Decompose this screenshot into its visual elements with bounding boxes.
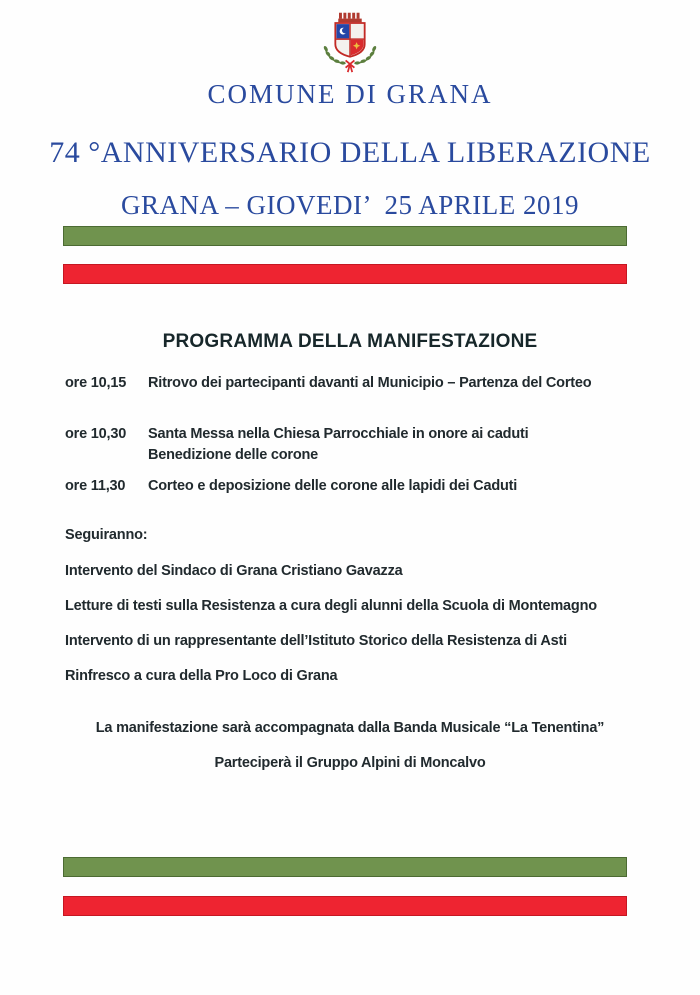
followup-item: Letture di testi sulla Resistenza a cura degli alunni della Scuola di Montemagno	[65, 598, 597, 614]
schedule-description	[148, 373, 660, 394]
schedule-time: ore 10,15	[65, 375, 127, 391]
top-red-stripe	[63, 264, 627, 284]
followup-item: Intervento di un rappresentante dell’Istituto Storico della Resistenza di Asti	[65, 633, 567, 649]
schedule-row	[65, 373, 660, 394]
municipality-name: COMUNE DI GRANA	[207, 79, 493, 109]
shield-icon	[335, 23, 364, 57]
schedule-row	[65, 424, 660, 466]
schedule-line: Benedizione delle corone	[148, 447, 319, 463]
schedule-line: Ritrovo dei partecipanti davanti al Municipio – Partenza del Corteo	[148, 375, 592, 391]
schedule-description	[148, 476, 660, 497]
coat-of-arms-graphic	[311, 12, 389, 78]
schedule-time: ore 11,30	[65, 478, 126, 494]
crown-icon	[338, 13, 361, 23]
closing-line: Parteciperà il Gruppo Alpini di Moncalvo	[214, 755, 486, 771]
program-heading: PROGRAMMA DELLA MANIFESTAZIONE	[162, 331, 538, 352]
followups-heading: Seguiranno:	[65, 527, 148, 543]
schedule-description	[148, 424, 660, 466]
event-date: GRANA – GIOVEDI’ 25 APRILE 2019	[121, 190, 579, 220]
top-green-stripe	[63, 226, 627, 246]
schedule-line: Santa Messa nella Chiesa Parrocchiale in onore ai caduti	[148, 426, 529, 442]
schedule-time: ore 10,30	[65, 426, 127, 442]
followup-item: Intervento del Sindaco di Grana Cristiano Gavazza	[65, 563, 403, 579]
followup-item: Rinfresco a cura della Pro Loco di Grana	[65, 668, 338, 684]
coat-of-arms-icon	[311, 12, 389, 78]
ribbon-icon	[346, 60, 355, 72]
schedule-line: Corteo e deposizione delle corone alle lapidi dei Caduti	[148, 478, 518, 494]
schedule-row	[65, 476, 660, 497]
closing-line: La manifestazione sarà accompagnata dalla Banda Musicale “La Tenentina”	[95, 720, 605, 736]
bottom-green-stripe	[63, 857, 627, 877]
event-title: 74 °ANNIVERSARIO DELLA LIBERAZIONE	[49, 136, 651, 169]
bottom-red-stripe	[63, 896, 627, 916]
